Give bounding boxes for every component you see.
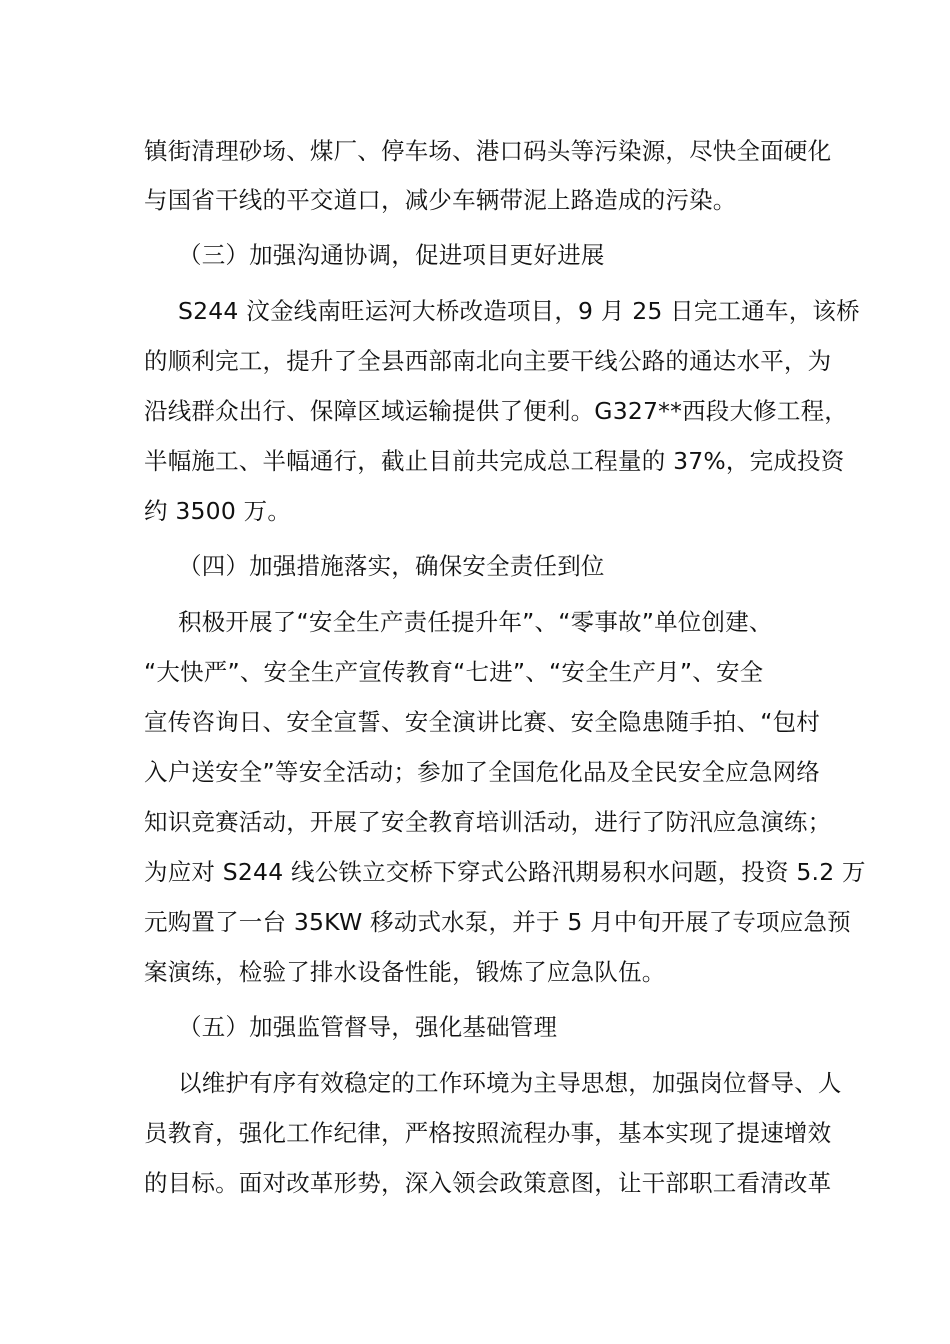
body-text-line: “大快严”、安全生产宣传教育“七进”、“安全生产月”、安全 <box>144 658 764 686</box>
body-text-line: 元购置了一台 35KW 移动式水泵，并于 5 月中旬开展了专项应急预 <box>144 908 851 936</box>
body-text-line: 员教育，强化工作纪律，严格按照流程办事，基本实现了提速增效 <box>144 1119 832 1147</box>
body-text-line: 沿线群众出行、保障区域运输提供了便利。G327**西段大修工程， <box>144 397 848 425</box>
body-text-line: 案演练，检验了排水设备性能，锻炼了应急队伍。 <box>144 958 666 986</box>
body-text-line: 知识竞赛活动，开展了安全教育培训活动，进行了防汛应急演练； <box>144 808 832 836</box>
body-text-line: 以维护有序有效稳定的工作环境为主导思想，加强岗位督导、人 <box>178 1069 842 1097</box>
body-text-line: S244 汶金线南旺运河大桥改造项目，9 月 25 日完工通车，该桥 <box>178 297 860 325</box>
body-text-line: 的顺利完工，提升了全县西部南北向主要干线公路的通达水平，为 <box>144 347 832 375</box>
body-text-line: 的目标。面对改革形势，深入领会政策意图，让干部职工看清改革 <box>144 1169 832 1197</box>
body-text-line: 入户送安全”等安全活动；参加了全国危化品及全民安全应急网络 <box>144 758 820 786</box>
body-text-line: 约 3500 万。 <box>144 497 292 525</box>
body-text-line: 积极开展了“安全生产责任提升年”、“零事故”单位创建、 <box>178 608 773 636</box>
body-text-line: 半幅施工、半幅通行，截止目前共完成总工程量的 37%，完成投资 <box>144 447 845 475</box>
body-text-line: 镇街清理砂场、煤厂、停车场、港口码头等污染源，尽快全面硬化 <box>144 137 832 165</box>
section-heading-4: （四）加强措施落实，确保安全责任到位 <box>178 552 605 580</box>
section-heading-3: （三）加强沟通协调，促进项目更好进展 <box>178 241 605 269</box>
body-text-line: 为应对 S244 线公铁立交桥下穿式公路汛期易积水问题，投资 5.2 万 <box>144 858 866 886</box>
section-heading-5: （五）加强监管督导，强化基础管理 <box>178 1013 558 1041</box>
body-text-line: 与国省干线的平交道口，减少车辆带泥上路造成的污染。 <box>144 186 737 214</box>
body-text-line: 宣传咨询日、安全宣誓、安全演讲比赛、安全隐患随手拍、“包村 <box>144 708 820 736</box>
